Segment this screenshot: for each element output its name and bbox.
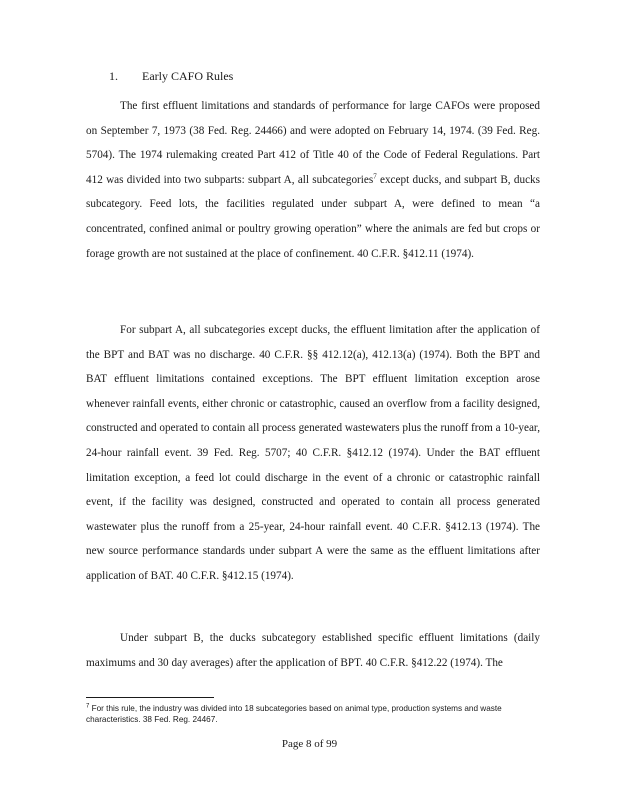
page-number: Page 8 of 99 <box>281 738 338 750</box>
footnote-text: For this rule, the industry was divided into 18 subcategories based on animal type, production systems and waste characteristics. 38 Fed. Reg. 24467. <box>86 704 502 724</box>
paragraph-early-rules <box>86 94 540 266</box>
section-number: 1. <box>109 69 118 83</box>
paragraph-text: The first effluent limitations and standards of performance for large CAFOs were proposed on September 7, 1973 (38 Fed. Reg. 24466) and were adopted on February 14, 1974. (39 Fed. Reg. 5704). The 1974 rulemaking created Part 412 of Title 40 of the Code of Federal Regulations. Part 412 was divided into two subparts: subpart A, all subcategories <box>86 100 540 186</box>
paragraph-text: except ducks, and subpart B, ducks subcategory. Feed lots, the facilities regulated under subpart A, were defined to mean “a concentrated, confined animal or poultry growing operation” where the animals are fed but crops or forage growth are not sustained at the place of confinement. 40 C.F.R. §412.11 (1974). <box>86 173 540 260</box>
paragraph-subpart-b: Under subpart B, the ducks subcategory established specific effluent limitations (daily maximums and 30 day averages) after the application of BPT. 40 C.F.R. §412.22 (1974). The <box>86 632 540 669</box>
footnote <box>86 703 536 725</box>
section-title: Early CAFO Rules <box>142 69 234 83</box>
footnote-marker: 7 <box>86 703 90 710</box>
footnote-reference[interactable]: 7 <box>373 172 377 181</box>
section-heading <box>109 68 233 84</box>
paragraph-subpart-a: For subpart A, all subcategories except ducks, the effluent limitation after the application of the BPT and BAT was no discharge. 40 C.F.R. §§ 412.12(a), 412.13(a) (1974). Both the BPT and BAT effluent limitations contained exceptions. The BPT effluent limitation exception arose whenever rainfall events, either chronic or catastrophic, caused an overflow from a facility designed, constructed and operated to contain all process generated wastewaters plus the runoff from a 10-year, 24-hour rainfall event. 39 Fed. Reg. 5707; 40 C.F.R. §412.12 (1974). Under the BAT effluent limitation exception, a feed lot could discharge in the event of a chronic or catastrophic rainfall event, if the facility was designed, constructed and operated to contain all process generated wastewater plus the runoff from a 25-year, 24-hour rainfall event. 40 C.F.R. §412.13 (1974). The new source performance standards under subpart A were the same as the effluent limitations after application of BAT. 40 C.F.R. §412.15 (1974). <box>86 324 540 582</box>
footnote-divider <box>86 697 214 698</box>
